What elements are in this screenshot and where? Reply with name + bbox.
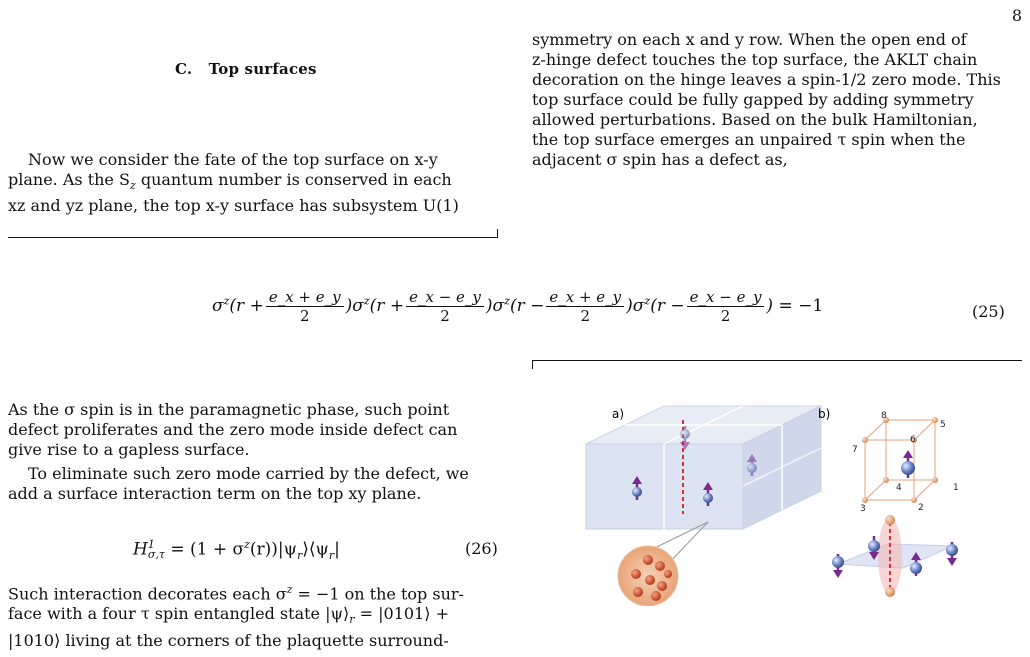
- section-title: Top surfaces: [208, 60, 317, 78]
- left-bottom-paragraph-1: [8, 400, 498, 460]
- text-line: symmetry on each x and y row. When the open end of: [532, 30, 967, 49]
- text-line: allowed perturbations. Based on the bulk Hamiltonian,: [532, 110, 978, 129]
- text-line: z-hinge defect touches the top surface, the AKLT chain: [532, 50, 978, 69]
- column-rule-tick: [497, 229, 498, 238]
- corner-label: 8: [881, 411, 887, 421]
- corner-label: 6: [910, 435, 916, 445]
- inset-site: [645, 575, 655, 585]
- column-rule: [532, 360, 1022, 361]
- text-line: the top surface emerges an unpaired τ spin when the: [532, 130, 966, 149]
- left-bottom-paragraph-3: [8, 580, 498, 657]
- defect-end: [885, 587, 895, 597]
- equation-number-26: (26): [465, 539, 498, 558]
- text-line: add a surface interaction term on the top xy plane.: [8, 484, 422, 503]
- text-line: give rise to a gapless surface.: [8, 440, 250, 459]
- cube-center-spin: [901, 450, 915, 478]
- corner-label: 3: [860, 504, 866, 514]
- column-rule: [8, 237, 498, 238]
- left-top-paragraph: [8, 150, 498, 216]
- text-line: face with a four τ spin entangled state $|\psi⟩_r$ = |0101⟩ +: [8, 604, 449, 627]
- inset-site: [664, 570, 672, 578]
- panel-b-label: b): [818, 407, 831, 421]
- equation-25: $\sigma^z(r$ + $\frac{e\_x + e\_y}{2}$ )$\sigma^z(r$ + $\frac{e\_x - e\_y}{2}$ )$\sigma^z(r$ − $\frac{e\_x + e\_y}{2}$ )$\sigma^z(r$ − $\frac{e\_x - e\_y}{2}$ ) = −1: [212, 288, 824, 325]
- text-line: decoration on the hinge leaves a spin-1/2 zero mode. This: [532, 70, 1001, 89]
- defect-end: [885, 515, 895, 525]
- text-line: plane. As the $S_z$ quantum number is conserved in each: [8, 170, 452, 193]
- corner-label: 4: [896, 483, 902, 493]
- text-line: As the σ spin is in the paramagnetic phase, such point: [8, 400, 450, 419]
- right-top-paragraph: [532, 30, 1022, 170]
- left-bottom-paragraph-2: [8, 464, 498, 504]
- text-line: Such interaction decorates each $\sigma^z = -1$ on the top sur-: [8, 583, 464, 604]
- text-line: xz and yz plane, the top x-y surface has subsystem U(1): [8, 196, 459, 216]
- inset-site: [643, 555, 653, 565]
- plaquette-spin: [832, 554, 844, 578]
- corner-label: 7: [852, 445, 858, 455]
- corner-label: 2: [918, 503, 924, 513]
- text-line: Now we consider the fate of the top surface on x-y: [28, 150, 438, 169]
- corner-label: 1: [953, 483, 959, 493]
- section-label: C.: [175, 60, 193, 78]
- section-heading: [175, 60, 317, 78]
- inset-site: [631, 569, 641, 579]
- panel-a-label: a): [612, 407, 625, 421]
- inset-site: [657, 581, 667, 591]
- inset-site: [655, 561, 665, 571]
- equation-26: H 1 σ,τ = $(1 + \sigma^z(r))|\psi_r⟩⟨\psi_r|$: [133, 538, 340, 563]
- text-line: defect proliferates and the zero mode inside defect can: [8, 420, 458, 439]
- figure: [578, 396, 978, 606]
- text-line: top surface could be fully gapped by adding symmetry: [532, 90, 974, 109]
- inset-site: [633, 587, 643, 597]
- column-rule-tick: [532, 360, 533, 369]
- equation-number-25: (25): [972, 302, 1005, 321]
- text-line: To eliminate such zero mode carried by the defect, we: [28, 464, 469, 483]
- text-line: adjacent σ spin has a defect as,: [532, 150, 788, 169]
- inset-site: [651, 591, 661, 601]
- text-line: |1010⟩ living at the corners of the plaquette surround-: [8, 630, 449, 650]
- figure-svg: [578, 396, 978, 606]
- page-number: 8: [1011, 6, 1022, 25]
- corner-label: 5: [940, 420, 946, 430]
